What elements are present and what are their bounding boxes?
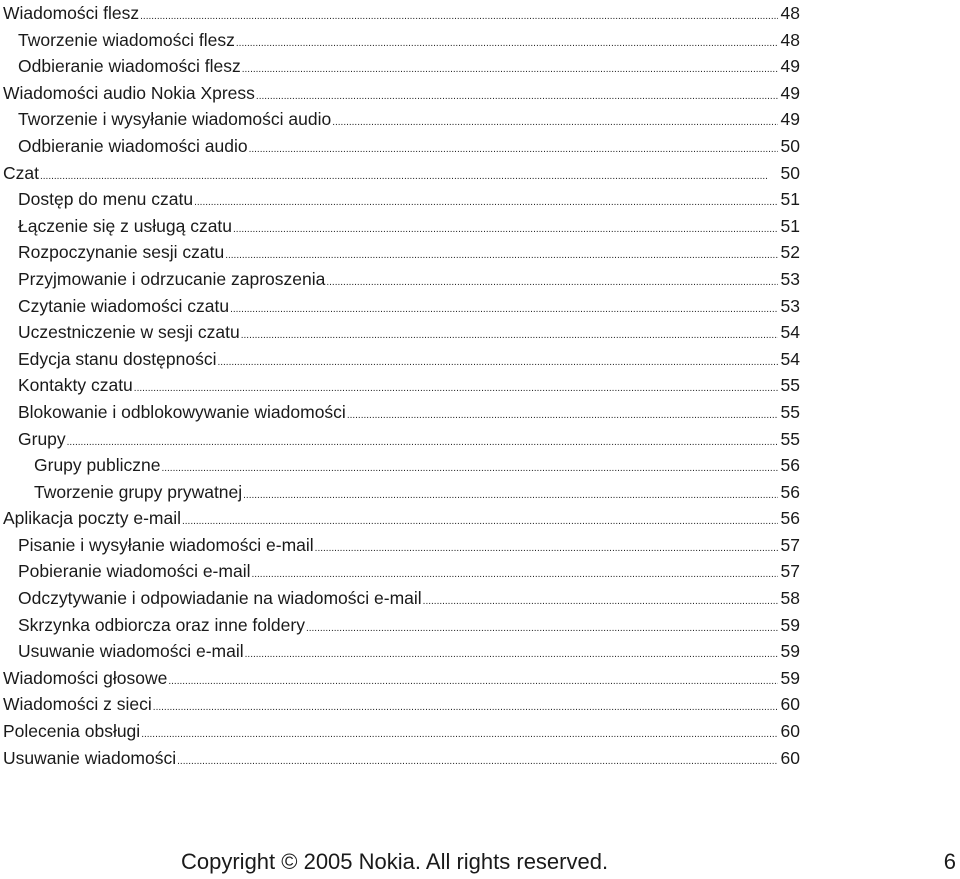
toc-entry-title: Odbieranie wiadomości flesz [18, 56, 241, 77]
page-footer [0, 845, 960, 879]
dot-leader [251, 570, 778, 580]
dot-leader [40, 172, 778, 182]
toc-entry-title: Łączenie się z usługą czatu [18, 215, 233, 236]
dot-leader [230, 305, 778, 315]
toc-entry-title: Wiadomości z sieci [3, 694, 152, 715]
toc-entry-page-number: 56 [780, 481, 800, 502]
dot-leader [233, 225, 778, 235]
toc-entry-title: Odbieranie wiadomości audio [18, 135, 248, 156]
copyright-notice: Copyright © 2005 Nokia. All rights reserved. [181, 849, 609, 874]
toc-entry-page-number: 56 [780, 508, 800, 529]
toc-entry-title: Odczytywanie i odpowiadanie na wiadomości e-mail [18, 588, 422, 609]
dot-leader [256, 92, 778, 102]
dot-leader [242, 65, 778, 75]
toc-entry[interactable] [3, 372, 800, 399]
toc-entry[interactable] [3, 346, 800, 373]
toc-entry[interactable] [3, 479, 800, 506]
toc-entry-title: Usuwanie wiadomości e-mail [18, 641, 244, 662]
table-of-contents [3, 0, 800, 771]
toc-entry-page-number: 51 [780, 215, 800, 236]
toc-entry-page-number: 50 [780, 162, 800, 183]
toc-entry[interactable] [3, 665, 800, 692]
toc-entry-title: Pobieranie wiadomości e-mail [18, 561, 251, 582]
toc-entry-title: Wiadomości audio Nokia Xpress [3, 82, 255, 103]
toc-entry-page-number: 59 [780, 667, 800, 688]
dot-leader [134, 384, 778, 394]
page-number: 6 [943, 849, 956, 874]
toc-entry-page-number: 48 [780, 29, 800, 50]
toc-entry-title: Pisanie i wysyłanie wiadomości e-mail [18, 534, 314, 555]
dot-leader [168, 677, 778, 687]
dot-leader [67, 438, 778, 448]
toc-entry-page-number: 53 [780, 268, 800, 289]
toc-entry[interactable] [3, 745, 800, 772]
toc-entry-page-number: 60 [780, 747, 800, 768]
toc-entry-title: Tworzenie grupy prywatnej [34, 481, 243, 502]
toc-entry-page-number: 60 [780, 694, 800, 715]
toc-entry[interactable] [3, 718, 800, 745]
toc-entry-title: Skrzynka odbiorcza oraz inne foldery [18, 614, 305, 635]
dot-leader [326, 278, 778, 288]
dot-leader [225, 251, 778, 261]
toc-entry-title: Edycja stanu dostępności [18, 348, 217, 369]
toc-entry[interactable] [3, 27, 800, 54]
toc-entry-title: Wiadomości głosowe [3, 667, 168, 688]
toc-entry[interactable] [3, 213, 800, 240]
toc-entry[interactable] [3, 691, 800, 718]
toc-entry-page-number: 49 [780, 82, 800, 103]
toc-entry[interactable] [3, 106, 800, 133]
toc-entry-title: Uczestniczenie w sesji czatu [18, 322, 240, 343]
toc-entry-title: Rozpoczynanie sesji czatu [18, 242, 225, 263]
toc-entry-title: Czytanie wiadomości czatu [18, 295, 230, 316]
toc-entry[interactable] [3, 160, 800, 187]
toc-entry-title: Przyjmowanie i odrzucanie zaproszenia [18, 268, 326, 289]
toc-entry-title: Blokowanie i odblokowywanie wiadomości [18, 401, 346, 422]
toc-entry-page-number: 49 [780, 109, 800, 130]
toc-entry-title: Polecenia obsługi [3, 721, 141, 742]
toc-entry-page-number: 60 [780, 721, 800, 742]
dot-leader [177, 757, 778, 767]
toc-entry-page-number: 49 [780, 56, 800, 77]
toc-entry[interactable] [3, 638, 800, 665]
dot-leader [243, 491, 778, 501]
toc-entry[interactable] [3, 426, 800, 453]
toc-entry[interactable] [3, 239, 800, 266]
toc-entry-title: Dostęp do menu czatu [18, 189, 194, 210]
toc-entry[interactable] [3, 452, 800, 479]
dot-leader [194, 198, 778, 208]
toc-entry-title: Tworzenie wiadomości flesz [18, 29, 235, 50]
toc-entry-page-number: 59 [780, 641, 800, 662]
toc-entry[interactable] [3, 266, 800, 293]
toc-entry-page-number: 48 [780, 3, 800, 23]
dot-leader [241, 331, 778, 341]
toc-entry-page-number: 52 [780, 242, 800, 263]
toc-entry[interactable] [3, 585, 800, 612]
dot-leader [249, 145, 778, 155]
toc-entry-title: Usuwanie wiadomości [3, 747, 177, 768]
dot-leader [315, 544, 778, 554]
toc-entry-page-number: 57 [780, 534, 800, 555]
toc-entry-page-number: 56 [780, 455, 800, 476]
toc-entry[interactable] [3, 532, 800, 559]
dot-leader [423, 597, 778, 607]
dot-leader [153, 703, 778, 713]
toc-entry[interactable] [3, 80, 800, 107]
dot-leader [236, 39, 778, 49]
toc-entry[interactable] [3, 319, 800, 346]
dot-leader [332, 118, 778, 128]
toc-entry-page-number: 57 [780, 561, 800, 582]
toc-entry[interactable] [3, 53, 800, 80]
toc-entry-page-number: 54 [780, 348, 800, 369]
toc-entry-title: Czat [3, 162, 39, 183]
dot-leader [141, 730, 778, 740]
toc-entry-page-number: 59 [780, 614, 800, 635]
toc-entry-title: Tworzenie i wysyłanie wiadomości audio [18, 109, 332, 130]
toc-entry-page-number: 54 [780, 322, 800, 343]
toc-entry[interactable] [3, 505, 800, 532]
dot-leader [217, 358, 778, 368]
toc-entry-title: Grupy [18, 428, 66, 449]
dot-leader [306, 624, 778, 634]
toc-entry-page-number: 53 [780, 295, 800, 316]
dot-leader [182, 517, 778, 527]
toc-entry-page-number: 58 [780, 588, 800, 609]
toc-entry-page-number: 50 [780, 135, 800, 156]
dot-leader [140, 12, 778, 22]
toc-entry[interactable] [3, 399, 800, 426]
toc-entry-page-number: 51 [780, 189, 800, 210]
toc-entry-page-number: 55 [780, 401, 800, 422]
toc-entry[interactable] [3, 133, 800, 160]
toc-entry-title: Grupy publiczne [34, 455, 161, 476]
toc-entry[interactable] [3, 186, 800, 213]
toc-entry[interactable] [3, 612, 800, 639]
toc-entry[interactable] [3, 558, 800, 585]
dot-leader [347, 411, 778, 421]
toc-entry-title: Wiadomości flesz [3, 3, 140, 23]
toc-entry-page-number: 55 [780, 375, 800, 396]
toc-entry[interactable] [3, 0, 800, 27]
dot-leader [245, 650, 778, 660]
toc-entry-title: Kontakty czatu [18, 375, 133, 396]
toc-entry[interactable] [3, 293, 800, 320]
toc-entry-title: Aplikacja poczty e-mail [3, 508, 181, 529]
toc-entry-page-number: 55 [780, 428, 800, 449]
dot-leader [161, 464, 778, 474]
